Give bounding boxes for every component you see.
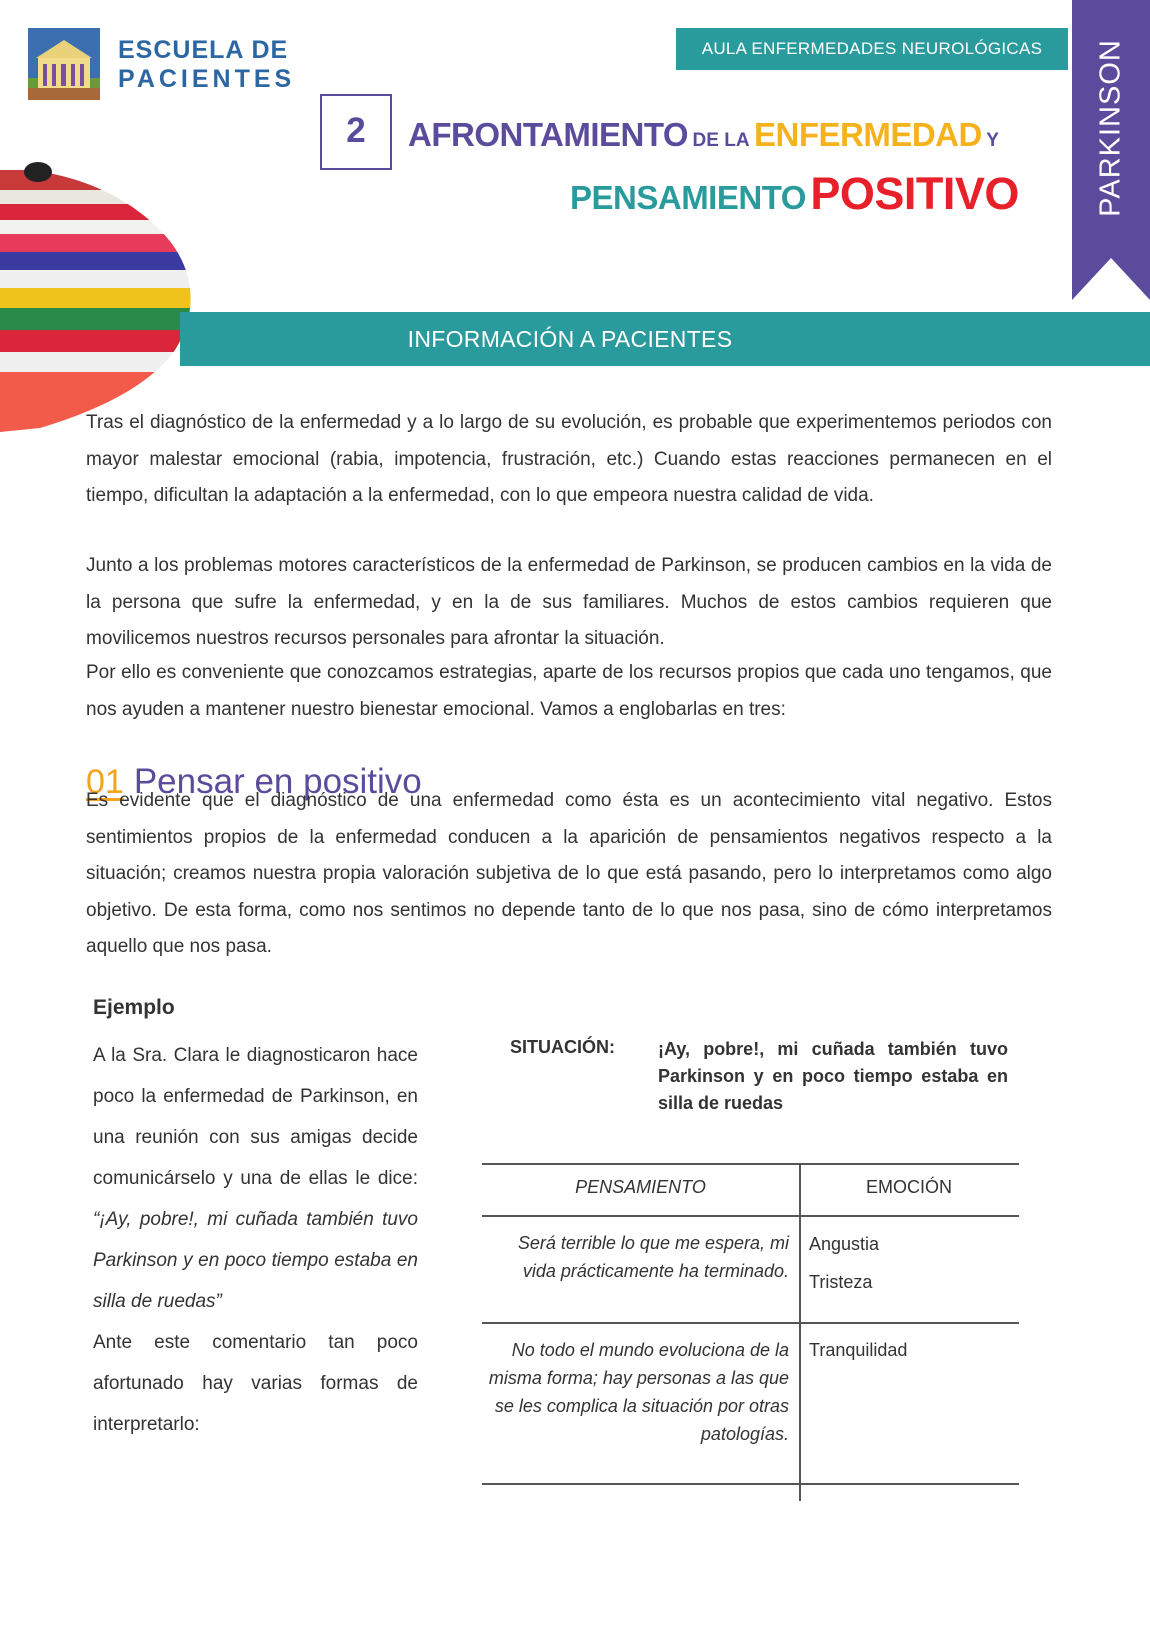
example-text-after: Ante este comentario tan poco afortunado hay varias formas de interpretarlo: xyxy=(93,1332,418,1435)
title-word-pensamiento: PENSAMIENTO xyxy=(570,179,806,216)
table-header-rule xyxy=(482,1215,1019,1217)
title-line1 xyxy=(408,116,999,154)
chapter-number: 2 xyxy=(320,94,392,170)
section-number: 01 xyxy=(86,763,124,801)
situation-text: ¡Ay, pobre!, mi cuñada también tuvo Parkinson y en poco tiempo estaba en silla de ruedas xyxy=(658,1039,1008,1113)
thought-emotion-table xyxy=(482,1163,1019,1503)
table-top-rule xyxy=(482,1163,1019,1165)
table-column-divider xyxy=(799,1163,801,1501)
example-text-before: A la Sra. Clara le diagnosticaron hace poco la enfermedad de Parkinson, en una reunión con sus amigas decide comunicárselo y una de ellas le dice: xyxy=(93,1045,418,1189)
title-connector-y: Y xyxy=(986,130,999,151)
info-banner xyxy=(180,312,1150,366)
info-banner-text: INFORMACIÓN A PACIENTES xyxy=(407,326,733,352)
situation-label: SITUACIÓN: xyxy=(510,1037,615,1057)
section-title: Pensar en positivo xyxy=(133,762,422,801)
title-line2 xyxy=(570,168,1019,220)
table-header-pensamiento: PENSAMIENTO xyxy=(575,1177,706,1197)
aula-banner: AULA ENFERMEDADES NEUROLÓGICAS xyxy=(676,28,1068,70)
title-connector-de-la: DE LA xyxy=(692,130,750,151)
section-paragraph: Es evidente que el diagnóstico de una enfermedad como ésta es un acontecimiento vital negativo. Estos sentimientos propios de la enfermedad conducen a la aparición de pensamientos negativos respecto a la situación; creamos nuestra propia valoración subjetiva de lo que está pasando, pero lo interpretamos como algo objetivo. De esta forma, como nos sentimos no depende tanto de lo que nos pasa, sino de cómo interpretamos aquello que nos pasa. xyxy=(86,790,1052,957)
table-row-2-thought: No todo el mundo evoluciona de la misma forma; hay personas a las que se les complica la situación por otras patologías. xyxy=(488,1340,789,1444)
school-logo-text xyxy=(118,36,295,94)
example-title: Ejemplo xyxy=(93,996,175,1019)
table-row-rule xyxy=(482,1322,1019,1324)
ribbon-label xyxy=(1072,0,1150,255)
table-bottom-rule xyxy=(482,1483,1019,1485)
school-building-logo-icon xyxy=(28,28,100,100)
table-row-1-thought: Será terrible lo que me espera, mi vida prácticamente ha terminado. xyxy=(517,1233,789,1281)
table-row-2-emotion-1: Tranquilidad xyxy=(809,1340,908,1360)
logo-line2: PACIENTES xyxy=(118,65,296,93)
example-text xyxy=(93,1035,418,1445)
intro-paragraph-3: Por ello es conveniente que conozcamos estrategias, aparte de los recursos propios que cada uno tengamos, que nos ayuden a mantener nuestro bienestar emocional. Vamos a englobarlas en tres: xyxy=(86,662,1052,720)
table-row-1-emotion-1: Angustia xyxy=(809,1234,880,1254)
table-row-1-emotion-2: Tristeza xyxy=(809,1272,873,1292)
table-header-emocion: EMOCIÓN xyxy=(865,1177,952,1197)
ribbon-text: PARKINSON xyxy=(1094,38,1127,217)
intro-paragraph-2: Junto a los problemas motores característicos de la enfermedad de Parkinson, se producen cambios en la vida de la persona que sufre la enfermedad, y en la de sus familiares. Muchos de estos cambios requieren que movilicemos nuestros recursos personales para afrontar la situación. xyxy=(86,555,1052,649)
title-word-positivo: POSITIVO xyxy=(810,168,1019,219)
logo-line1: ESCUELA DE xyxy=(118,36,289,64)
intro-paragraph-1: Tras el diagnóstico de la enfermedad y a lo largo de su evolución, es probable que experimentemos periodos con mayor malestar emocional (rabia, impotencia, frustración, etc.) Cuando estas reacciones permanecen en el tiempo, dificultan la adaptación a la enfermedad, con lo que empeora nuestra calidad de vida. xyxy=(86,412,1052,506)
example-quote: “¡Ay, pobre!, mi cuñada también tuvo Parkinson y en poco tiempo estaba en silla de ruedas” xyxy=(93,1209,418,1312)
title-word-enfermedad: ENFERMEDAD xyxy=(754,116,982,153)
title-word-afrontamiento: AFRONTAMIENTO xyxy=(408,116,689,153)
